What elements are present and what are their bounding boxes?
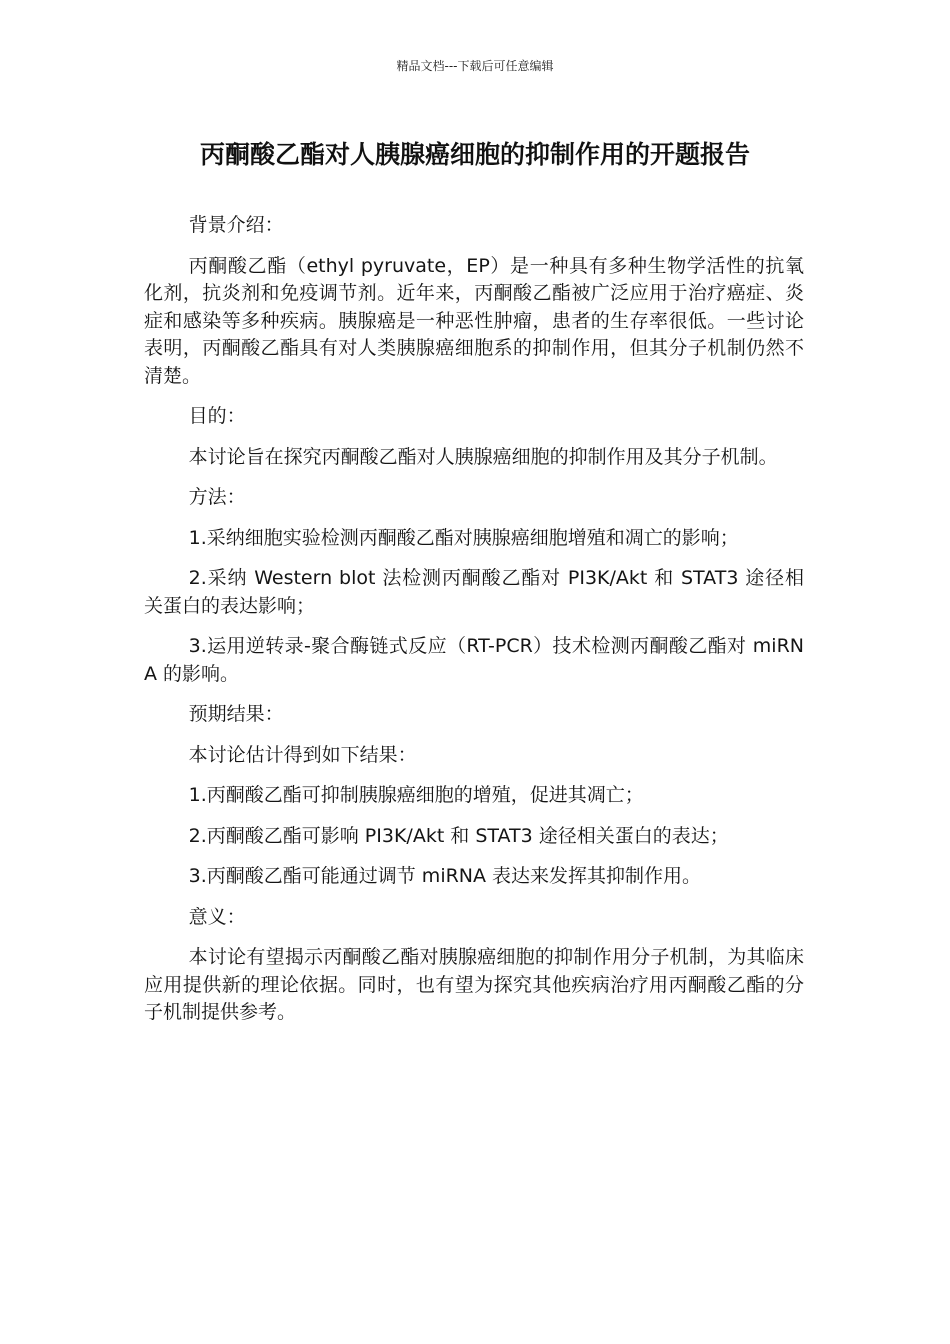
document-body: [144, 212, 804, 1040]
method-item-3: 3.运用逆转录-聚合酶链式反应（RT-PCR）技术检测丙酮酸乙酯对 miRNA 的影响。: [144, 635, 804, 685]
section-heading-methods: 方法：: [188, 486, 246, 508]
method-item-2: 2.采纳 Western blot 法检测丙酮酸乙酯对 PI3K/Akt 和 STAT3 途径相关蛋白的表达影响；: [144, 567, 804, 617]
expected-result-item-3: 3.丙酮酸乙酯可能通过调节 miRNA 表达来发挥其抑制作用。: [188, 865, 702, 887]
expected-results-intro: 本讨论估计得到如下结果：: [188, 743, 417, 766]
significance-paragraph: 本讨论有望揭示丙酮酸乙酯对胰腺癌细胞的抑制作用分子机制，为其临床应用提供新的理论依据。同时，也有望为探究其他疾病治疗用丙酮酸乙酯的分子机制提供参考。: [144, 946, 804, 1023]
header-note: 精品文档---下载后可任意编辑: [396, 59, 554, 73]
section-heading-purpose: 目的：: [188, 405, 246, 427]
expected-result-item-1: 1.丙酮酸乙酯可抑制胰腺癌细胞的增殖，促进其凋亡；: [188, 784, 644, 806]
section-heading-background: 背景介绍：: [188, 214, 284, 236]
page-title: 丙酮酸乙酯对人胰腺癌细胞的抑制作用的开题报告: [199, 140, 750, 169]
section-heading-expected-results: 预期结果：: [188, 703, 284, 725]
expected-result-item-2: 2.丙酮酸乙酯可影响 PI3K/Akt 和 STAT3 途径相关蛋白的表达；: [188, 824, 729, 847]
section-heading-significance: 意义：: [188, 905, 246, 928]
method-item-1: 1.采纳细胞实验检测丙酮酸乙酯对胰腺癌细胞增殖和凋亡的影响；: [188, 526, 739, 549]
background-paragraph: 丙酮酸乙酯（ethyl pyruvate，EP）是一种具有多种生物学活性的抗氧化剂，抗炎剂和免疫调节剂。近年来，丙酮酸乙酯被广泛应用于治疗癌症、炎症和感染等多种疾病。胰腺癌是一种恶性肿瘤，患者的生存率很低。一些讨论表明，丙酮酸乙酯具有对人类胰腺癌细胞系的抑制作用，但其分子机制仍然不清楚。: [144, 254, 804, 387]
purpose-paragraph: 本讨论旨在探究丙酮酸乙酯对人胰腺癌细胞的抑制作用及其分子机制。: [188, 445, 778, 468]
